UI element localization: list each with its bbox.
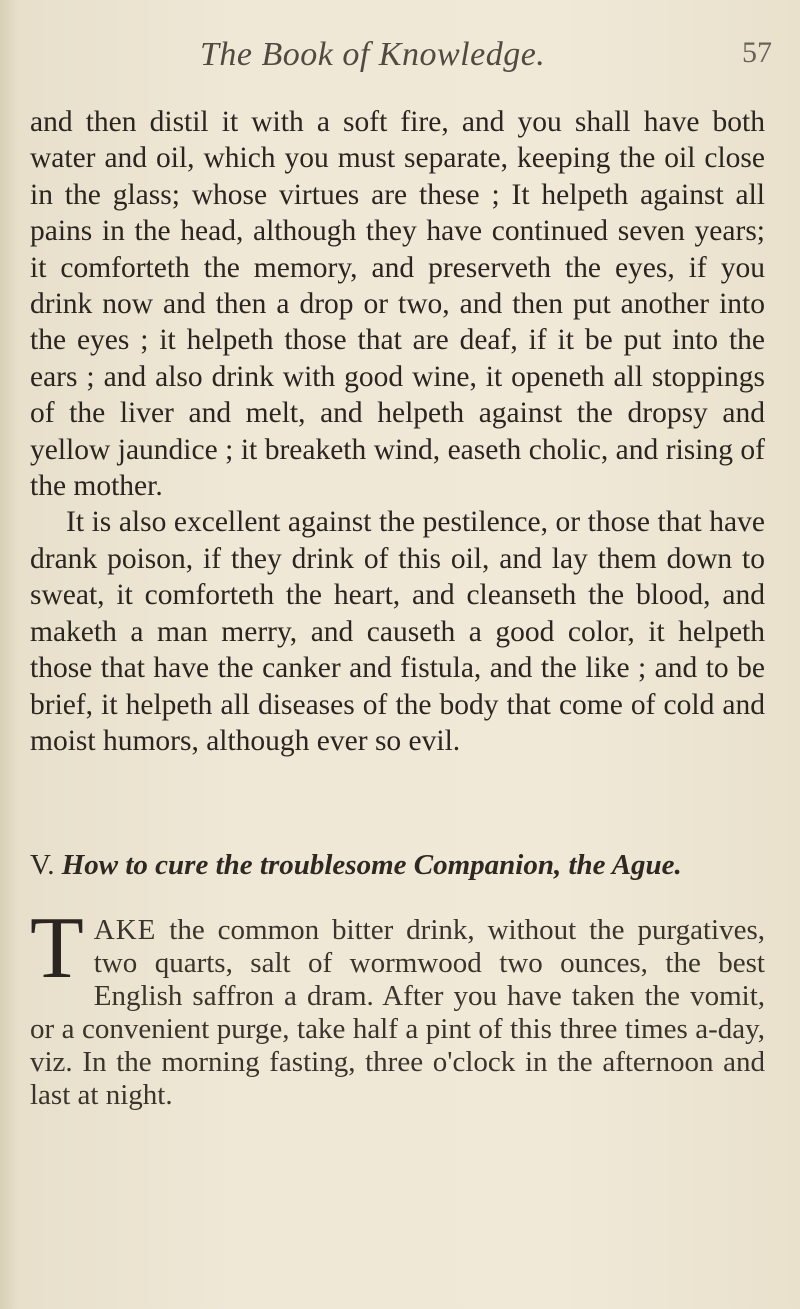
lead-word: AKE xyxy=(93,914,157,946)
paragraph-pestilence: It is also excellent against the pestilence, or those that have drank poison, if they drink of this oil, and lay them down to sweat, it comforteth the heart, and cleanseth the blood, and maketh a man merry, and causeth a good color, it helpeth those that have the canker and fistula, and the like ; and to be brief, it helpeth all diseases of the body that come of cold and moist humors, although ever so evil. xyxy=(30,506,765,757)
body-text xyxy=(30,104,765,759)
recipe-text: the common bitter drink, without the purgatives, two quarts, salt of wormwood two ounces, the best English saffron a dram. After you have taken the vomit, or a convenient purge, take half a pint of this three times a-day, viz. In the morning fasting, three o'clock in the afternoon and last at night. xyxy=(30,914,765,1111)
running-title: The Book of Knowledge. xyxy=(200,36,546,73)
page-number: 57 xyxy=(742,36,772,69)
paragraph-oil-virtues: and then distil it with a soft fire, and you shall have both water and oil, which you must separate, keeping the oil close in the glass; whose virtues are these ; It helpeth against all pains in the head, although they have continued seven years; it comforteth the memory, and preserveth the eyes, if you drink now and then a drop or two, and then put another into the eyes ; it helpeth those that are deaf, if it be put into the ears ; and also drink with good wine, it openeth all stoppings of the liver and melt, and helpeth against the dropsy and yellow jaundice ; it breaketh wind, easeth cholic, and rising of the mother. xyxy=(30,106,765,503)
section-heading xyxy=(30,849,770,882)
recipe-paragraph xyxy=(30,900,765,1112)
page-header xyxy=(0,36,800,76)
section-number: V. xyxy=(30,849,55,881)
ague-recipe xyxy=(30,900,765,1112)
page-binding-shadow xyxy=(0,0,18,1309)
section-title: How to cure the troublesome Companion, the Ague. xyxy=(61,849,682,881)
drop-cap: T xyxy=(30,900,84,997)
